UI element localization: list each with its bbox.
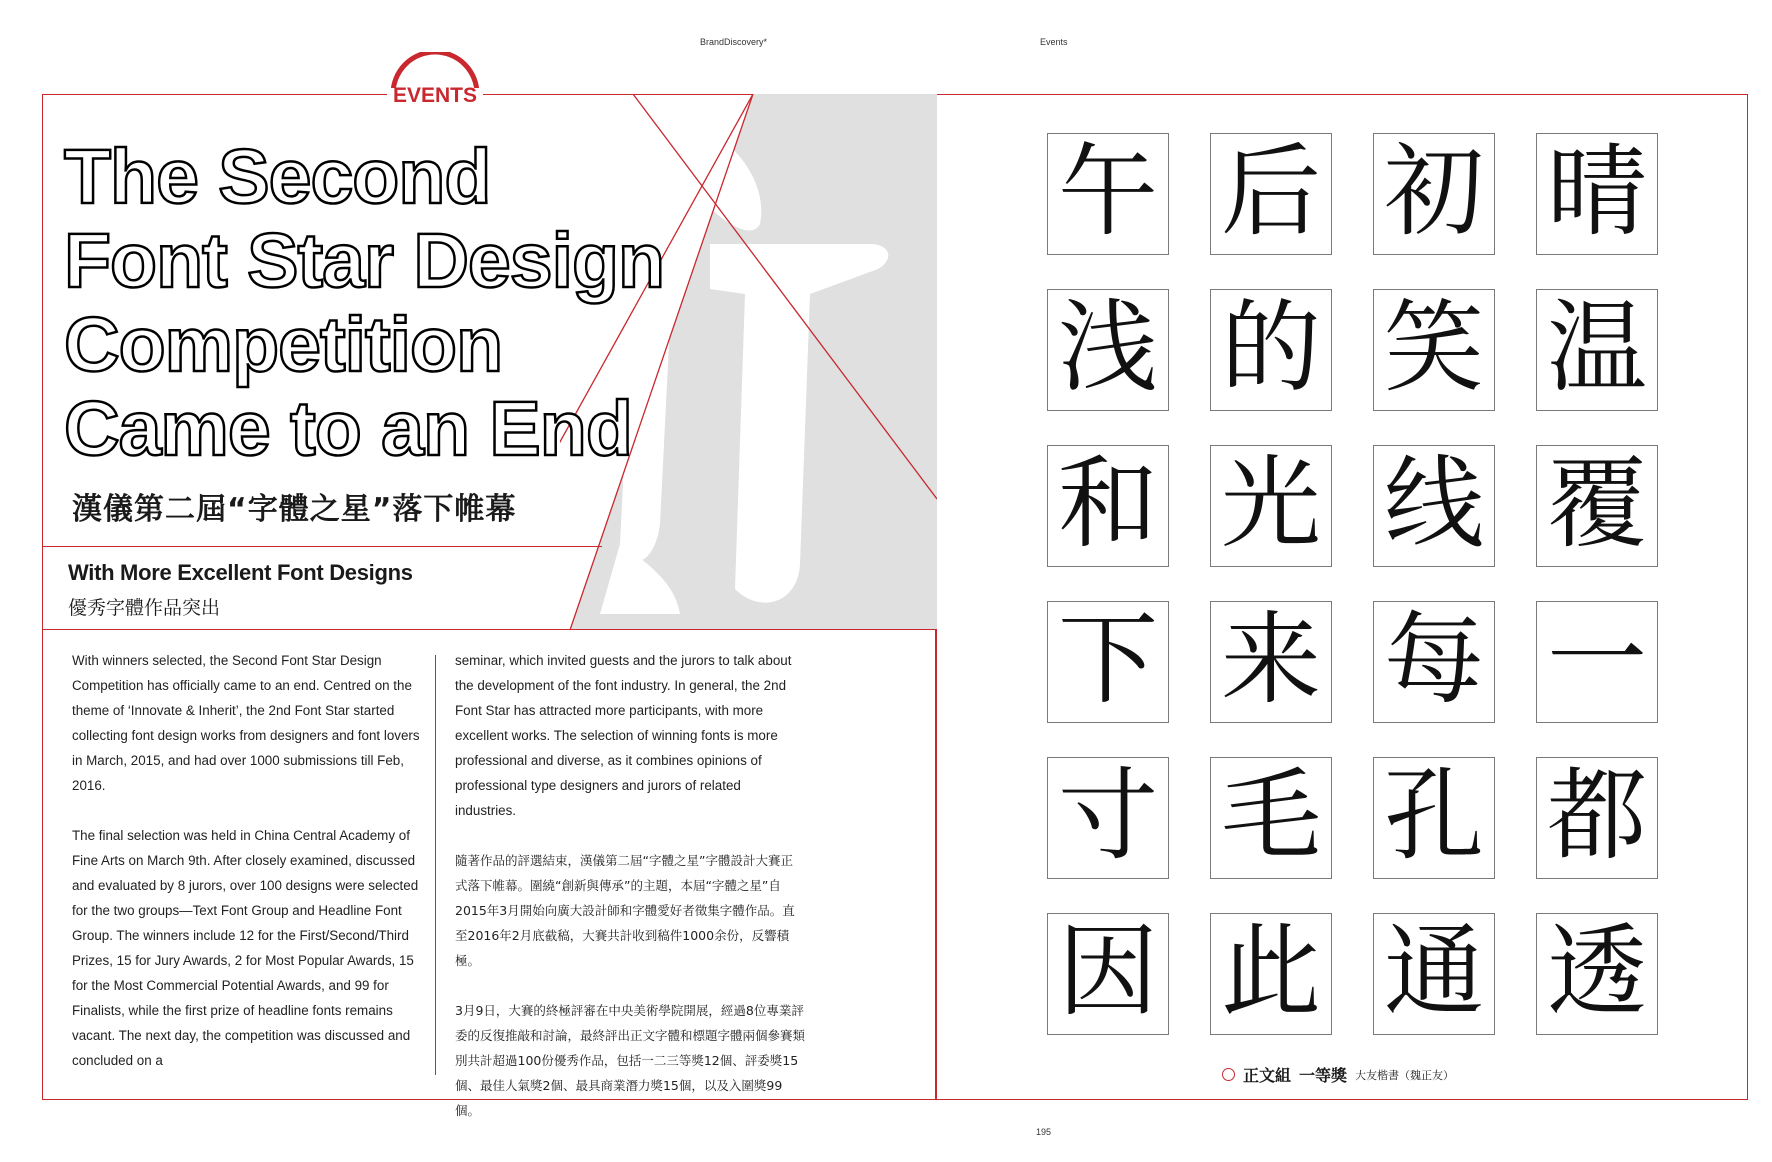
title-line-3: Competition bbox=[64, 302, 503, 388]
glyph-cell bbox=[1047, 913, 1169, 1035]
glyph-char: 毛 bbox=[1221, 757, 1321, 874]
body-column-2 bbox=[455, 648, 805, 848]
col2-para-2: 隨著作品的評選結束，漢儀第二屆“字體之星”字體設計大賽正式落下帷幕。圍繞“創新與傳承”的主題，本屆“字體之星”自2015年3月開始向廣大設計師和字體愛好者徵集字體作品。直至2016年2月底截稿，大賽共計收到稿件1000余份，反響積極。 bbox=[455, 853, 795, 968]
subtitle-cn: 優秀字體作品突出 bbox=[68, 597, 221, 619]
glyph-char: 笑 bbox=[1384, 289, 1484, 406]
glyph-cell bbox=[1373, 445, 1495, 567]
glyph-char: 后 bbox=[1221, 133, 1321, 250]
glyph-cell bbox=[1047, 133, 1169, 255]
body-column-1 bbox=[72, 648, 422, 1098]
glyph-cell bbox=[1536, 289, 1658, 411]
column-divider bbox=[435, 655, 436, 1075]
col2-para-1: seminar, which invited guests and the jurors to talk about the development of the font industry. In general, the 2nd Font Star has attracted more participants, with more excellent works. The selection of winning fonts is more professional and diverse, as it combines opinions of professional type designers and jurors of related industries. bbox=[455, 653, 792, 818]
article-title-cn: 漢儀第二屆“字體之星”落下帷幕 bbox=[72, 492, 517, 527]
events-badge-label: EVENTS bbox=[392, 84, 478, 107]
glyph-char: 孔 bbox=[1384, 757, 1484, 874]
page-number: 195 bbox=[1036, 1127, 1052, 1137]
col2-para-3: 3月9日，大賽的終極評審在中央美術學院開展，經過8位專業評委的反復推敲和討論，最終評出正文字體和標題字體兩個參賽類別共計超過100份優秀作品，包括一二三等獎12個、評委獎15個、最佳人氣獎2個、最具商業潛力獎15個，以及入圍獎99個。 bbox=[455, 1003, 806, 1118]
glyph-char: 此 bbox=[1221, 913, 1321, 1030]
header-right: Events bbox=[1040, 37, 1068, 47]
events-badge bbox=[375, 52, 495, 120]
glyph-cell bbox=[1373, 601, 1495, 723]
caption-circle-icon bbox=[1222, 1068, 1235, 1081]
glyph-char: 透 bbox=[1547, 913, 1647, 1030]
glyph-cell bbox=[1373, 913, 1495, 1035]
glyph-cell bbox=[1536, 601, 1658, 723]
glyph-char: 晴 bbox=[1547, 133, 1647, 250]
caption-work: 大友楷書（魏正友） bbox=[1355, 1068, 1455, 1082]
glyph-cell bbox=[1210, 601, 1332, 723]
title-line-2: Font Star Design bbox=[64, 218, 665, 304]
glyph-char: 午 bbox=[1058, 133, 1158, 250]
glyph-cell bbox=[1536, 757, 1658, 879]
caption-group: 正文組 bbox=[1243, 1066, 1292, 1085]
glyph-char: 初 bbox=[1384, 133, 1484, 250]
glyph-char: 因 bbox=[1058, 913, 1158, 1030]
glyph-cell bbox=[1047, 757, 1169, 879]
glyph-cell bbox=[1047, 289, 1169, 411]
glyph-cell bbox=[1210, 445, 1332, 567]
glyph-char: 来 bbox=[1221, 601, 1321, 718]
glyph-cell bbox=[1210, 757, 1332, 879]
title-line-1: The Second bbox=[64, 134, 491, 220]
col1-para-2: The final selection was held in China Central Academy of Fine Arts on March 9th. After closely examined, discussed and evaluated by 8 jurors, over 100 designs were selected for the two groups—Text Font Group and Headline Font Group. The winners include 12 for the First/Second/Third Prizes, 15 for Jury Awards, 2 for Most Popular Awards, 15 for the Most Commercial Potential Awards, and 99 for Finalists, while the first prize of headline fonts remains vacant. The next day, the competition was discussed and concluded on a bbox=[72, 828, 419, 1068]
glyph-char: 光 bbox=[1221, 445, 1321, 562]
glyph-char: 下 bbox=[1058, 601, 1158, 718]
glyph-cell bbox=[1536, 133, 1658, 255]
specimen-caption bbox=[1222, 1063, 1454, 1086]
title-line-4: Came to an End bbox=[64, 386, 632, 472]
glyph-char: 寸 bbox=[1058, 757, 1158, 874]
glyph-cell bbox=[1047, 445, 1169, 567]
glyph-cell bbox=[1536, 913, 1658, 1035]
glyph-char: 的 bbox=[1221, 289, 1321, 406]
glyph-char: 一 bbox=[1547, 601, 1647, 718]
glyph-cell bbox=[1373, 133, 1495, 255]
glyph-char: 浅 bbox=[1058, 289, 1158, 406]
glyph-char: 每 bbox=[1384, 601, 1484, 718]
subtitle-en: With More Excellent Font Designs bbox=[68, 560, 413, 585]
glyph-char: 和 bbox=[1058, 445, 1158, 562]
body-column-2-cn bbox=[455, 848, 805, 1148]
glyph-cell bbox=[1047, 601, 1169, 723]
rule-upper bbox=[42, 546, 602, 547]
glyph-cell bbox=[1210, 913, 1332, 1035]
glyph-cell bbox=[1536, 445, 1658, 567]
caption-prize: 一等獎 bbox=[1299, 1066, 1348, 1085]
glyph-char: 温 bbox=[1547, 289, 1647, 406]
glyph-char: 通 bbox=[1384, 913, 1484, 1030]
glyph-cell bbox=[1210, 133, 1332, 255]
glyph-cell bbox=[1210, 289, 1332, 411]
glyph-cell bbox=[1373, 757, 1495, 879]
col1-para-1: With winners selected, the Second Font Star Design Competition has officially came to an end. Centred on the theme of ‘Innovate & Inherit’, the 2nd Font Star started collecting font design works from designers and font lovers in March, 2015, and had over 1000 submissions till Feb, 2016. bbox=[72, 653, 420, 793]
glyph-char: 覆 bbox=[1547, 445, 1647, 562]
header-left: BrandDiscovery* bbox=[700, 37, 768, 47]
glyph-char: 都 bbox=[1547, 757, 1647, 874]
glyph-char: 线 bbox=[1384, 445, 1484, 562]
article-title bbox=[64, 135, 684, 471]
rule-lower bbox=[42, 629, 937, 630]
glyph-cell bbox=[1373, 289, 1495, 411]
